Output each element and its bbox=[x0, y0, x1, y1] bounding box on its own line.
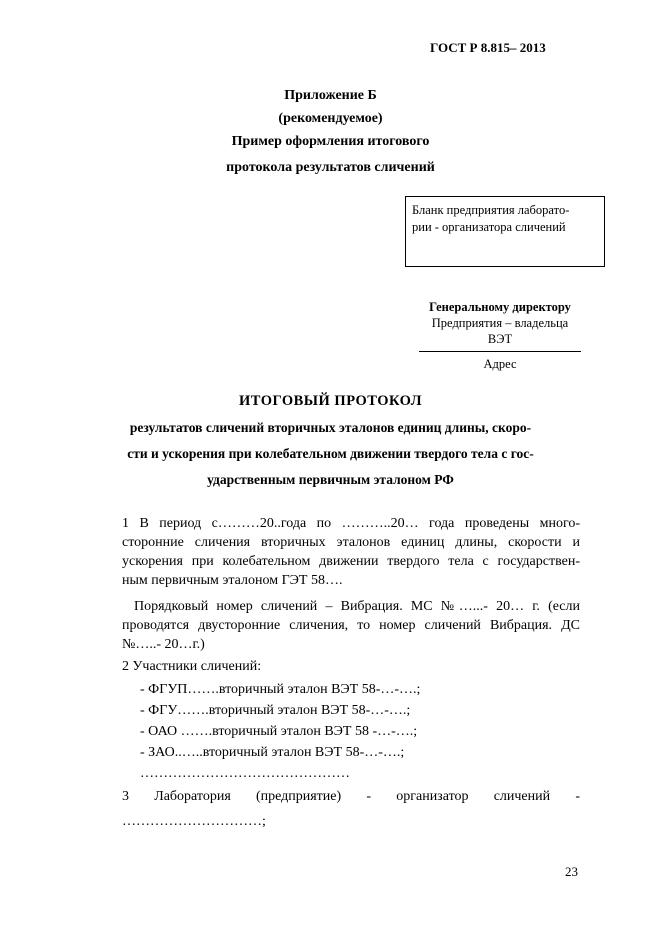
paragraph-3-line-2: …………………………; bbox=[122, 814, 266, 829]
paragraph-2-line-2: проводятся двусторонние сличения, то номер сличений Вибрация. ДС bbox=[122, 618, 580, 633]
address-underline bbox=[419, 351, 581, 352]
document-code: ГОСТ Р 8.815– 2013 bbox=[430, 40, 546, 55]
paragraph-2 bbox=[122, 597, 580, 654]
address-label: Адрес bbox=[483, 357, 517, 371]
paragraph-1-line-1: 1 В период с………20..года по ………..20… года проведены много- bbox=[122, 516, 580, 531]
protocol-title: ИТОГОВЫЙ ПРОТОКОЛ bbox=[238, 393, 423, 409]
letterhead-line-1: Бланк предприятия лаборато- bbox=[412, 203, 570, 217]
paragraph-1 bbox=[122, 514, 580, 590]
appendix-title: Приложение Б bbox=[284, 88, 377, 103]
addressee-org-line-1: Предприятия – владельца bbox=[431, 316, 569, 330]
protocol-subtitle-line-2: сти и ускорения при колебательном движении твердого тела с гос- bbox=[127, 446, 534, 461]
page-number: 23 bbox=[565, 864, 578, 879]
addressee-block bbox=[410, 299, 590, 372]
participant-item: - ФГУ…….вторичный эталон ВЭТ 58-…-….; bbox=[140, 703, 411, 718]
paragraph-1-line-4: ным первичным эталоном ГЭТ 58…. bbox=[122, 573, 343, 588]
addressee-org-line-2: ВЭТ bbox=[487, 332, 513, 346]
participant-item: - ОАО …….вторичный эталон ВЭТ 58 -…-….; bbox=[140, 724, 418, 739]
participants-dots: ……………………………………… bbox=[140, 766, 350, 781]
appendix-status: (рекомендуемое) bbox=[278, 111, 383, 126]
participants-list bbox=[140, 679, 420, 784]
participants-heading: 2 Участники сличений: bbox=[122, 659, 262, 674]
addressee-position: Генеральному директору bbox=[429, 300, 571, 314]
paragraph-3-line-1: 3 Лаборатория (предприятие) - организатор сличений - bbox=[122, 789, 580, 804]
paragraph-1-line-3: ускорения при колебательном движении твердого тела с государствен- bbox=[122, 554, 580, 569]
paragraph-1-line-2: сторонние сличения вторичных эталонов единиц длины, скорости и bbox=[122, 535, 580, 550]
participant-item: - ФГУП…….вторичный эталон ВЭТ 58-…-….; bbox=[140, 682, 421, 697]
paragraph-2-line-3: №…..- 20…г.) bbox=[122, 637, 205, 652]
paragraph-3 bbox=[122, 784, 580, 834]
letterhead-box bbox=[405, 196, 605, 267]
appendix-heading-line-2: протокола результатов сличений bbox=[226, 160, 435, 175]
appendix-heading-line-1: Пример оформления итогового bbox=[231, 134, 430, 149]
protocol-subtitle-line-1: результатов сличений вторичных эталонов единиц длины, скоро- bbox=[129, 420, 532, 435]
protocol-subtitle-line-3: ударственным первичным эталоном РФ bbox=[207, 472, 454, 487]
paragraph-2-line-1: Порядковый номер сличений – Вибрация. МС №…...- 20… г. (если bbox=[134, 599, 580, 614]
participant-item: - ЗАО..…..вторичный эталон ВЭТ 58-…-….; bbox=[140, 745, 405, 760]
letterhead-line-2: рии - организатора сличений bbox=[412, 220, 566, 234]
